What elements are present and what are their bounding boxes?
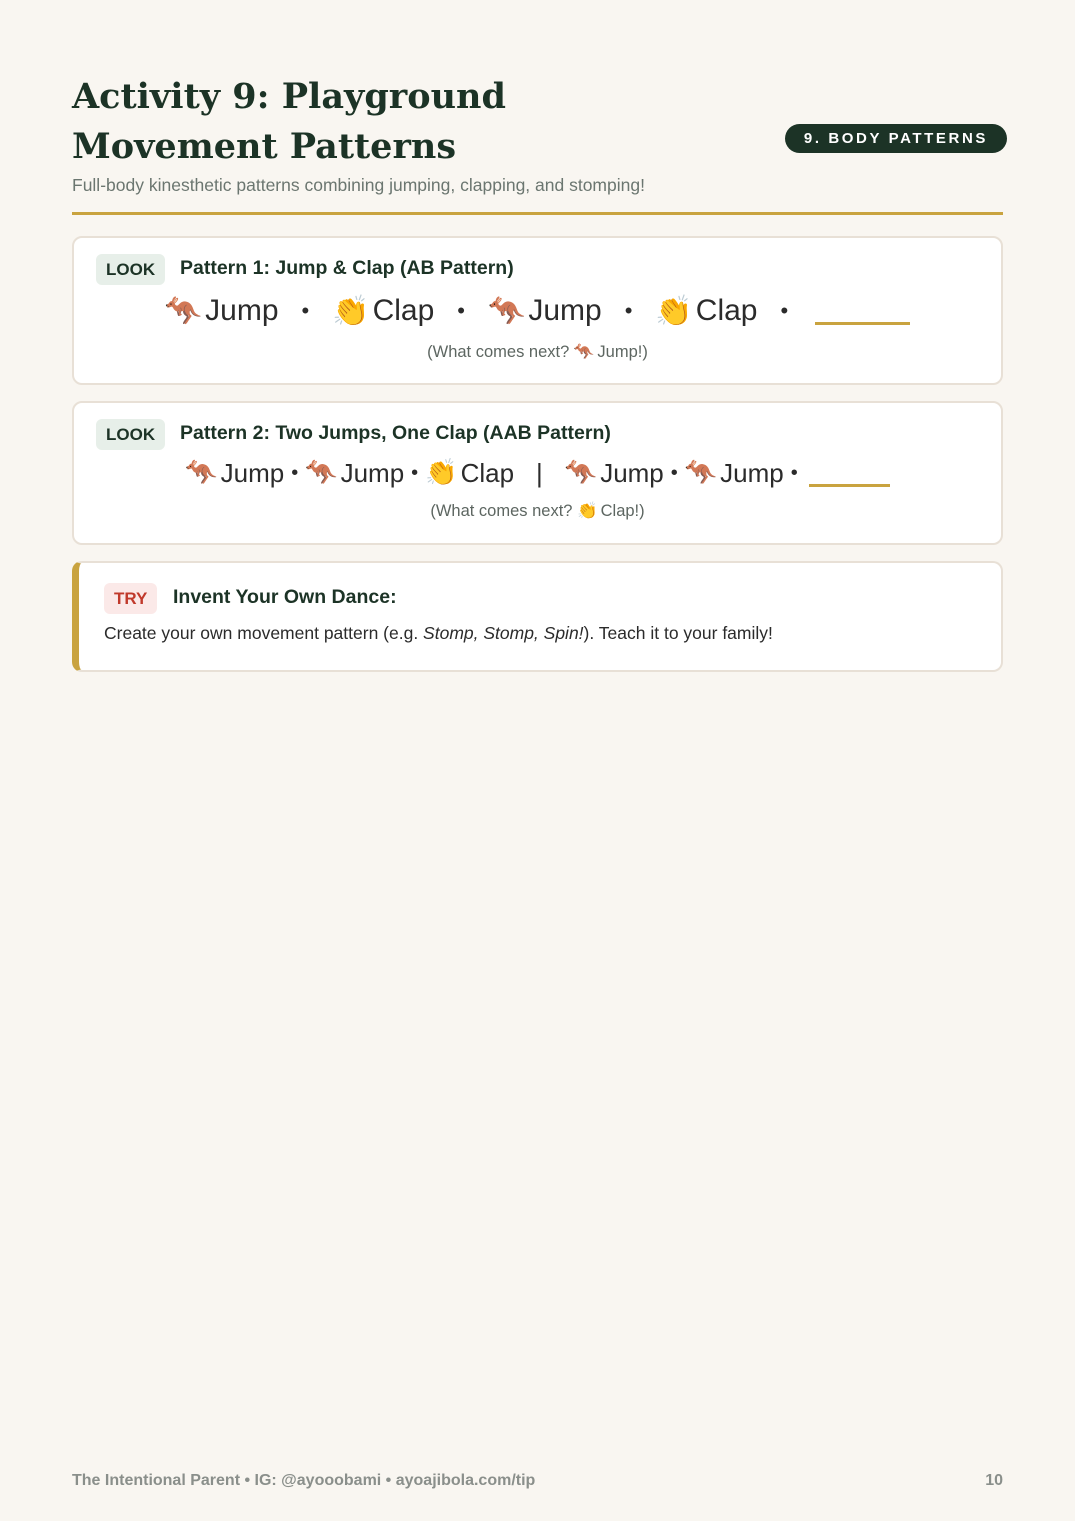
pattern-1-sequence (74, 290, 1001, 332)
sequence-item (488, 294, 602, 329)
kangaroo-icon: 🦘 (488, 293, 526, 329)
sequence-label: Clap (695, 294, 758, 327)
page-subtitle: Full-body kinesthetic patterns combining jumping, clapping, and stomping! (72, 175, 645, 195)
sequence-separator: • (624, 298, 633, 323)
clap-icon: 👏 (425, 458, 458, 488)
kangaroo-icon: 🦘 (684, 458, 718, 488)
sequence-label: Clap (372, 294, 435, 327)
sequence-label: Jump (528, 294, 602, 327)
section-badge: 9. BODY PATTERNS (785, 124, 1007, 153)
pattern-1-hint (74, 342, 1001, 362)
look-tag: LOOK (96, 419, 165, 450)
clap-icon: 👏 (577, 501, 598, 520)
sequence-item (565, 458, 664, 489)
sequence-label: Clap (460, 457, 515, 488)
try-body-suffix: ). Teach it to your family! (583, 623, 773, 643)
sequence-label: Jump (720, 457, 784, 488)
sequence-separator: • (790, 461, 798, 484)
worksheet-page (72, 0, 1003, 1521)
answer-blank[interactable] (809, 459, 890, 487)
sequence-separator: • (291, 461, 299, 484)
sequence-label: Jump (340, 457, 405, 488)
sequence-item (165, 294, 279, 329)
pattern-2-heading: Pattern 2: Two Jumps, One Clap (AAB Pattern) (180, 422, 611, 444)
group-divider: | (536, 457, 543, 488)
header-divider (72, 212, 1003, 215)
try-card (72, 561, 1003, 672)
hint-prefix: (What comes next? (427, 343, 570, 361)
sequence-label: Jump (205, 294, 279, 327)
sequence-separator: • (301, 298, 310, 323)
clap-icon: 👏 (332, 293, 370, 329)
page-title: Activity 9: Playground Movement Patterns (72, 76, 506, 167)
kangaroo-icon: 🦘 (164, 293, 203, 329)
try-heading: Invent Your Own Dance: (173, 586, 397, 608)
kangaroo-icon: 🦘 (185, 458, 218, 488)
sequence-item (425, 458, 514, 489)
hint-prefix: (What comes next? (430, 502, 573, 520)
try-body-example: Stomp, Stomp, Spin! (423, 623, 584, 643)
page-footer (72, 1472, 1003, 1490)
sequence-separator: • (780, 298, 789, 323)
sequence-separator: • (457, 298, 465, 323)
sequence-item (305, 458, 404, 489)
page-number: 10 (985, 1472, 1003, 1489)
answer-blank[interactable] (815, 297, 910, 325)
pattern-2-sequence (74, 455, 1001, 491)
sequence-separator: • (411, 461, 419, 484)
page-header (72, 72, 1003, 196)
pattern-1-card (72, 236, 1003, 385)
sequence-item (332, 294, 434, 329)
pattern-2-hint (74, 501, 1001, 521)
sequence-item (655, 294, 757, 329)
sequence-separator: • (670, 461, 678, 484)
kangaroo-icon: 🦘 (573, 342, 595, 361)
pattern-1-heading: Pattern 1: Jump & Clap (AB Pattern) (180, 257, 514, 279)
try-tag: TRY (104, 583, 157, 614)
sequence-item (685, 458, 784, 489)
sequence-label: Jump (220, 457, 285, 488)
sequence-label: Jump (600, 457, 664, 488)
kangaroo-icon: 🦘 (564, 458, 598, 488)
hint-answer: Clap!) (600, 502, 645, 520)
look-tag: LOOK (96, 254, 165, 285)
try-body-prefix: Create your own movement pattern (e.g. (104, 623, 424, 643)
hint-answer: Jump!) (597, 343, 648, 361)
pattern-2-card (72, 401, 1003, 545)
footer-credit: The Intentional Parent • IG: @ayooobami • ayoajibola.com/tip (72, 1472, 536, 1489)
try-body (104, 623, 773, 644)
kangaroo-icon: 🦘 (305, 458, 338, 488)
sequence-item (185, 458, 284, 489)
clap-icon: 👏 (655, 293, 693, 329)
